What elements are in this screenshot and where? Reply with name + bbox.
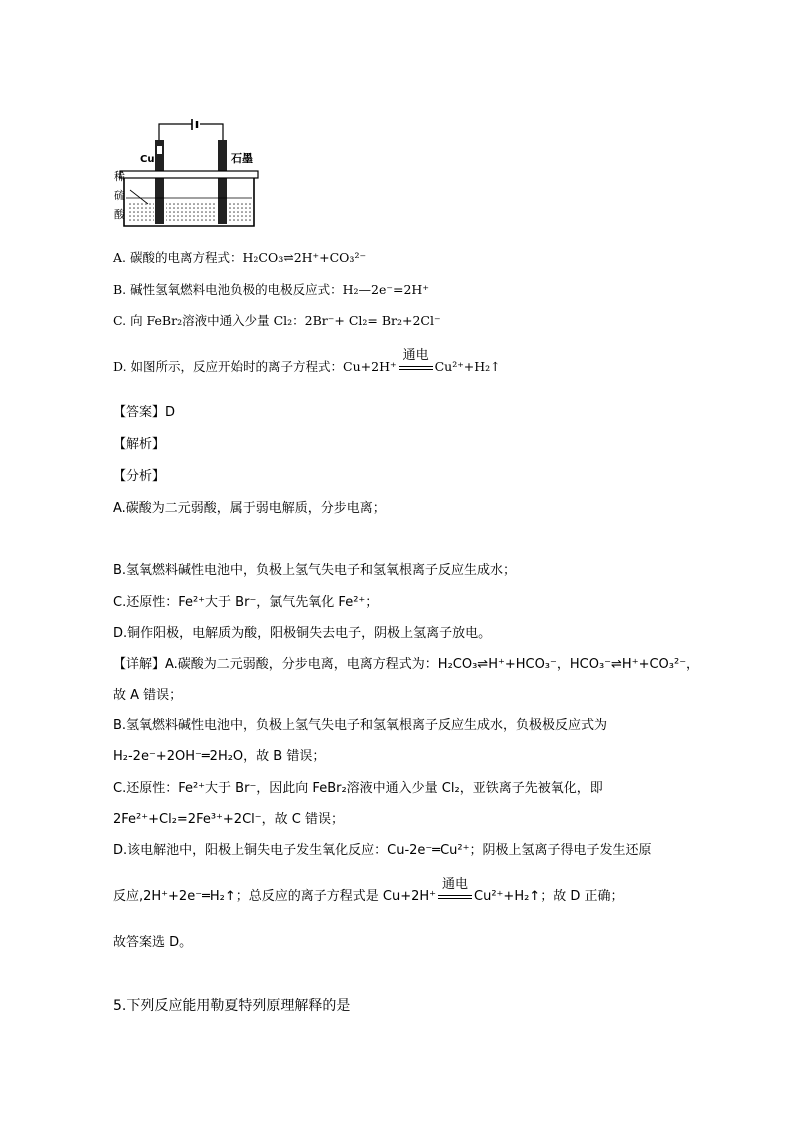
jiexi-heading: 【解析】: [113, 437, 166, 452]
option-c-formula: 2Br⁻+ Cl₂= Br₂+2Cl⁻: [304, 313, 441, 328]
detail-line-7: D.该电解池中，阳极上铜失电子发生氧化反应：Cu-2e⁻═Cu²⁺；阴极上氢离子得电子发生还原: [113, 843, 652, 858]
detail-line-8: [113, 876, 624, 906]
electrolyte-label-2: 硫: [114, 189, 125, 202]
option-b-formula: H₂—2e⁻=2H⁺: [342, 282, 429, 297]
electrolyte-label-1: 稀: [114, 170, 125, 183]
graphite-electrode-label: 石墨: [231, 152, 253, 165]
electrolysis-cell-diagram: [112, 118, 262, 230]
option-c: [113, 312, 441, 330]
detail-line-9: 故答案选 D。: [113, 935, 193, 950]
fenxi-heading: 【分析】: [113, 469, 166, 484]
analysis-c: C.还原性：Fe²⁺大于 Br⁻，氯气先氧化 Fe²⁺；: [113, 595, 379, 610]
next-question: 5.下列反应能用勒夏特列原理解释的是: [113, 998, 351, 1014]
option-d-left: Cu+2H⁺: [343, 359, 397, 374]
option-a-formula: H₂CO₃⇌2H⁺+CO₃²⁻: [242, 250, 367, 265]
option-c-text: C. 向 FeBr₂溶液中通入少量 Cl₂：: [113, 313, 305, 328]
detail-line-1: 【详解】A.碳酸为二元弱酸，分步电离，电离方程式为：H₂CO₃⇌H⁺+HCO₃⁻，HCO₃⁻⇌H⁺+CO₃²⁻，: [113, 657, 700, 672]
analysis-d: D.铜作阳极，电解质为酸，阳极铜失去电子，阴极上氢离子放电。: [113, 626, 492, 641]
analysis-a: A.碳酸为二元弱酸，属于弱电解质，分步电离；: [113, 501, 386, 516]
option-a: [113, 249, 366, 267]
option-d: [113, 347, 501, 376]
detail-line-4: H₂-2e⁻+2OH⁻═2H₂O，故 B 错误；: [113, 749, 326, 764]
option-b: [113, 281, 429, 299]
electrolysis-condition: [397, 347, 435, 375]
detail-line-5: C.还原性：Fe²⁺大于 Br⁻，因此向 FeBr₂溶液中通入少量 Cl₂，亚铁离子先被氧化，即: [113, 781, 603, 796]
electrolyte-label-3: 酸: [114, 208, 125, 221]
analysis-b: B.氢氧燃料碱性电池中，负极上氢气失电子和氢氧根离子反应生成水；: [113, 563, 517, 578]
cu-electrode-label: Cu: [140, 154, 155, 165]
option-b-text: B. 碱性氢氧燃料电池负极的电极反应式：: [113, 282, 343, 297]
detail-line-8-left: 反应,2H⁺+2e⁻═H₂↑；总反应的离子方程式是 Cu+2H⁺: [113, 889, 437, 904]
option-a-text: A. 碳酸的电离方程式：: [113, 250, 243, 265]
condition-label: 通电: [402, 347, 429, 363]
detail-line-3: B.氢氧燃料碱性电池中，负极上氢气失电子和氢氧根离子反应生成水，负极极反应式为: [113, 718, 608, 733]
option-d-right: Cu²⁺+H₂↑: [434, 359, 501, 374]
electrolysis-condition-2: [436, 876, 474, 904]
answer-line: 【答案】D: [113, 405, 176, 420]
detail-line-2: 故 A 错误；: [113, 688, 183, 703]
condition-label-2: 通电: [442, 876, 469, 892]
detail-line-6: 2Fe²⁺+Cl₂=2Fe³⁺+2Cl⁻，故 C 错误；: [113, 812, 344, 827]
option-d-text: D. 如图所示，反应开始时的离子方程式：: [113, 359, 344, 374]
detail-line-8-right: Cu²⁺+H₂↑；故 D 正确；: [474, 889, 624, 904]
